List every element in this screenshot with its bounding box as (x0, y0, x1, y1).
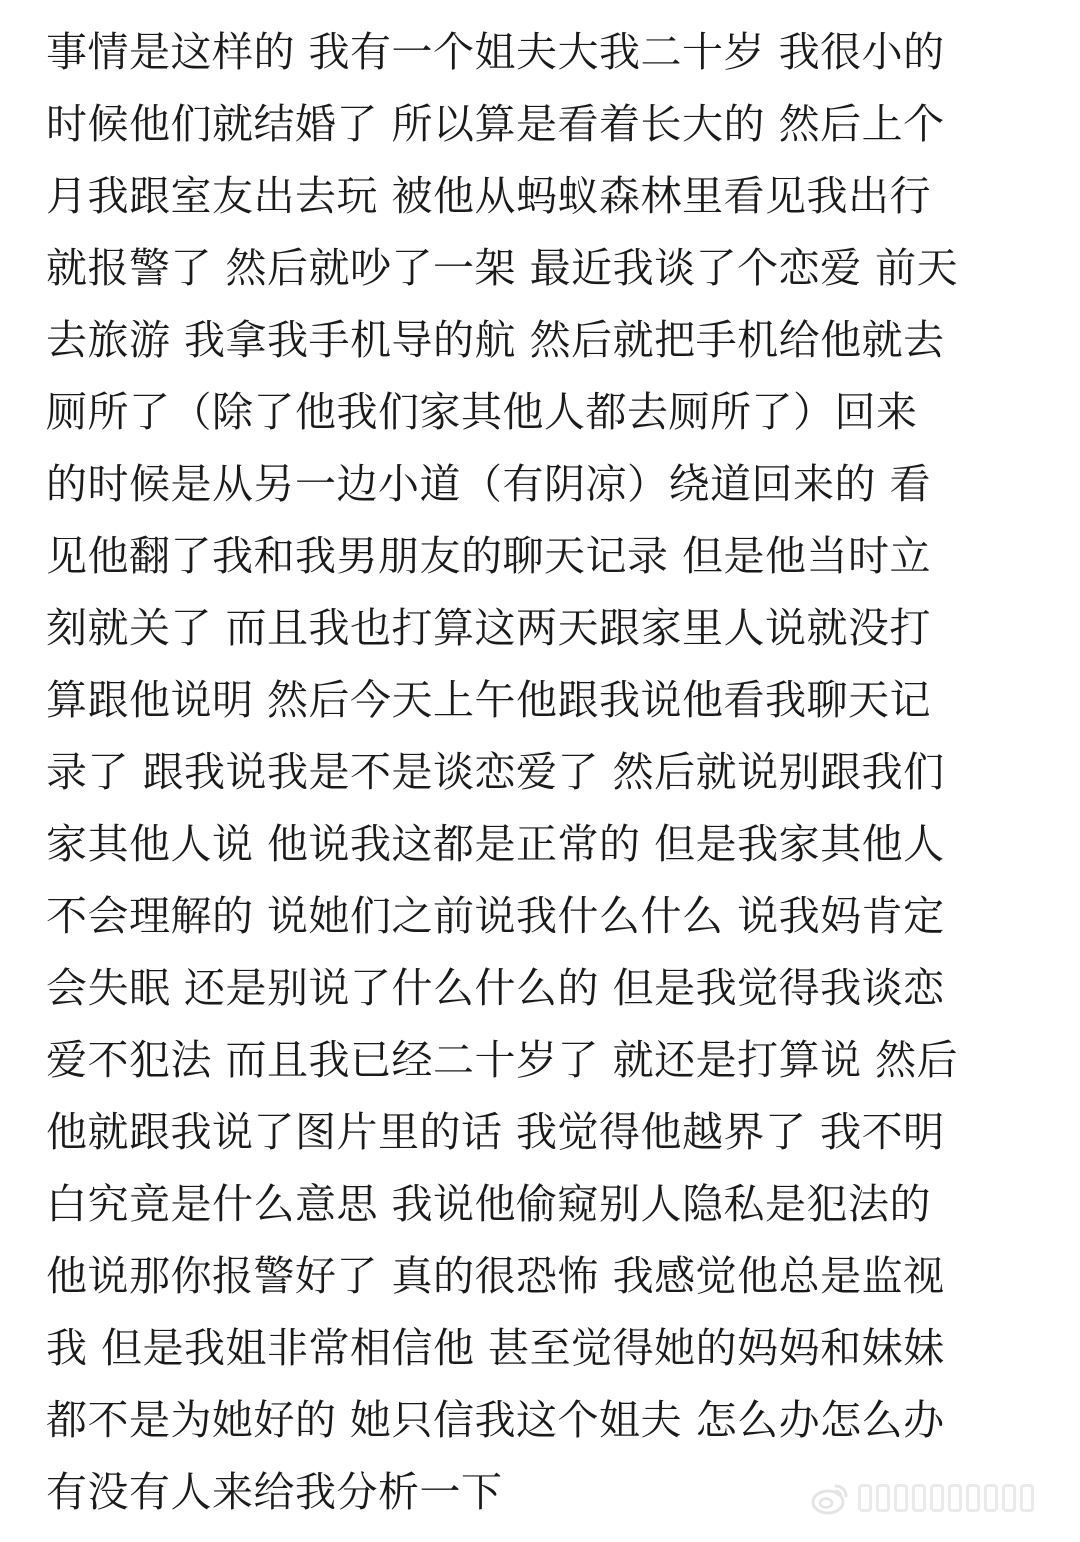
text-line-10: 算跟他说明 然后今天上午他跟我说他看我聊天记 (46, 676, 932, 724)
text-line-6: 厕所了（除了他我们家其他人都去厕所了）回来 (46, 388, 918, 436)
text-line-15: 爱不犯法 而且我已经二十岁了 就还是打算说 然后 (46, 1036, 959, 1084)
text-line-11: 录了 跟我说我是不是谈恋爱了 然后就说别跟我们 (46, 748, 945, 796)
text-line-18: 他说那你报警好了 真的很恐怖 我感觉他总是监视 (46, 1252, 945, 1300)
text-line-4: 就报警了 然后就吵了一架 最近我谈了个恋爱 前天 (46, 244, 959, 292)
weibo-logo-icon (810, 1478, 850, 1518)
text-line-13: 不会理解的 说她们之前说我什么什么 说我妈肯定 (46, 892, 945, 940)
text-line-17: 白究竟是什么意思 我说他偷窥别人隐私是犯法的 (46, 1180, 932, 1228)
text-line-3: 月我跟室友出去玩 被他从蚂蚁森林里看见我出行 (46, 172, 932, 220)
watermark-handle-mark (858, 1484, 1034, 1512)
text-line-12: 家其他人说 他说我这都是正常的 但是我家其他人 (46, 820, 945, 868)
text-line-1: 事情是这样的 我有一个姐夫大我二十岁 我很小的 (46, 28, 945, 76)
text-line-9: 刻就关了 而且我也打算这两天跟家里人说就没打 (46, 604, 932, 652)
text-line-8: 见他翻了我和我男朋友的聊天记录 但是他当时立 (46, 532, 932, 580)
text-line-20: 都不是为她好的 她只信我这个姐夫 怎么办怎么办 (46, 1396, 945, 1444)
text-line-21: 有没有人来给我分析一下 (46, 1468, 503, 1516)
text-line-14: 会失眠 还是别说了什么什么的 但是我觉得我谈恋 (46, 964, 945, 1012)
text-line-16: 他就跟我说了图片里的话 我觉得他越界了 我不明 (46, 1108, 945, 1156)
text-line-7: 的时候是从另一边小道（有阴凉）绕道回来的 看 (46, 460, 932, 508)
text-line-19: 我 但是我姐非常相信他 甚至觉得她的妈妈和妹妹 (46, 1324, 945, 1372)
text-line-2: 时候他们就结婚了 所以算是看着长大的 然后上个 (46, 100, 945, 148)
watermark (810, 1476, 1050, 1520)
text-line-5: 去旅游 我拿我手机导的航 然后就把手机给他就去 (46, 316, 945, 364)
